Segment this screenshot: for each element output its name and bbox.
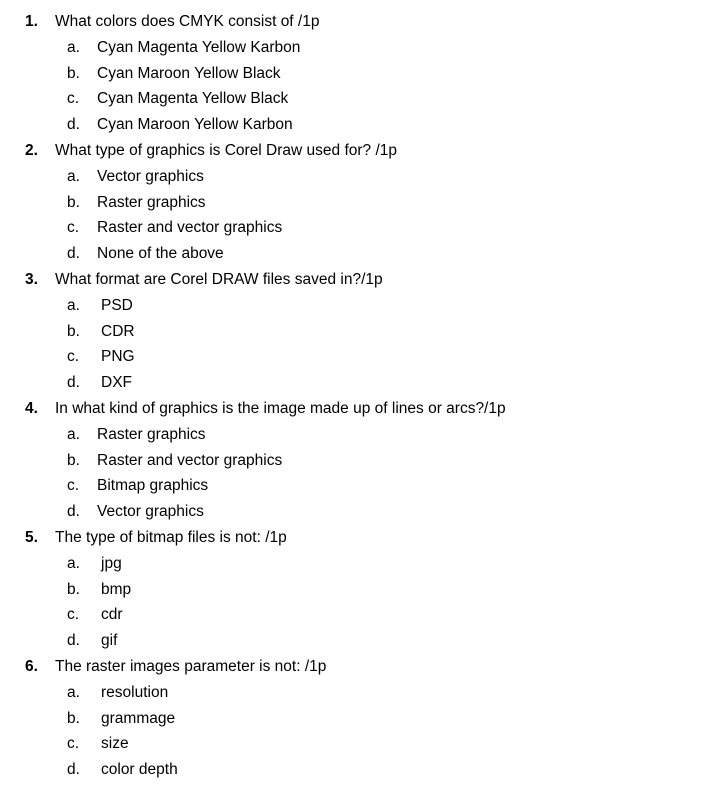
option-4a [0,422,726,448]
option-letter: a. [67,167,80,185]
option-text: bmp [101,580,132,598]
option-letter: b. [67,709,80,727]
question-4 [0,396,726,422]
option-5a [0,551,726,577]
question-text: In what kind of graphics is the image made up of lines or arcs?/1p [55,399,506,417]
question-text: What colors does CMYK consist of /1p [55,13,320,30]
option-1d [0,112,726,138]
option-5d [0,628,726,654]
option-text: size [101,735,129,753]
option-3a [0,293,726,319]
option-letter: c. [67,219,80,237]
option-text: Raster graphics [97,425,206,443]
option-letter: c. [67,735,80,753]
question-text: What format are Corel DRAW files saved in?/1p [55,270,383,288]
option-2b [0,190,726,216]
option-letter: d. [67,503,80,521]
option-letter: c. [67,90,80,108]
option-text: Raster and vector graphics [97,451,283,469]
option-letter: d. [67,761,80,779]
option-1b [0,61,726,87]
question-text: What type of graphics is Corel Draw used for? /1p [55,141,398,159]
question-1 [0,9,726,35]
option-text: cdr [101,606,123,624]
question-number: 3. [25,270,38,288]
option-letter: d. [67,374,80,392]
option-text: resolution [101,683,169,701]
option-3b [0,319,726,345]
option-text: Raster and vector graphics [97,219,283,237]
option-letter: c. [67,348,80,366]
option-1c [0,86,726,112]
option-letter: a. [67,425,80,443]
quiz-document [0,9,726,783]
option-6c [0,731,726,757]
option-3d [0,370,726,396]
option-text: PSD [101,296,133,314]
option-2c [0,215,726,241]
option-text: PNG [101,348,135,366]
option-text: DXF [101,374,132,392]
option-text: grammage [101,709,176,727]
question-text: The raster images parameter is not: /1p [55,657,327,675]
option-text: Bitmap graphics [97,477,209,495]
option-4b [0,448,726,474]
option-text: Cyan Magenta Yellow Black [97,90,289,108]
question-number: 1. [25,13,38,30]
question-3 [0,267,726,293]
question-5 [0,525,726,551]
option-letter: b. [67,580,80,598]
option-letter: b. [67,451,80,469]
option-5c [0,602,726,628]
option-1a [0,35,726,61]
option-6b [0,706,726,732]
option-text: CDR [101,322,135,340]
option-4d [0,499,726,525]
option-6d [0,757,726,783]
option-text: Raster graphics [97,193,206,211]
option-text: Cyan Maroon Yellow Black [97,64,281,82]
option-6a [0,680,726,706]
option-letter: c. [67,606,80,624]
option-letter: b. [67,322,80,340]
option-text: jpg [101,554,122,572]
option-letter: d. [67,632,80,650]
question-2 [0,138,726,164]
option-letter: b. [67,64,80,82]
question-number: 6. [25,657,38,675]
option-letter: d. [67,245,80,263]
option-2d [0,241,726,267]
option-letter: b. [67,193,80,211]
option-text: Cyan Magenta Yellow Karbon [97,38,301,56]
option-text: Cyan Maroon Yellow Karbon [97,116,293,134]
option-4c [0,473,726,499]
option-letter: a. [67,683,80,701]
question-number: 2. [25,141,38,159]
question-text: The type of bitmap files is not: /1p [55,528,287,546]
option-5b [0,577,726,603]
option-letter: c. [67,477,80,495]
option-2a [0,164,726,190]
option-3c [0,344,726,370]
option-text: gif [101,632,118,650]
option-text: Vector graphics [97,503,204,521]
option-letter: a. [67,554,80,572]
option-text: color depth [101,761,178,779]
option-text: None of the above [97,245,224,263]
question-6 [0,654,726,680]
question-number: 4. [25,399,38,417]
option-text: Vector graphics [97,167,204,185]
option-letter: a. [67,296,80,314]
option-letter: a. [67,38,80,56]
question-number: 5. [25,528,38,546]
option-letter: d. [67,116,80,134]
